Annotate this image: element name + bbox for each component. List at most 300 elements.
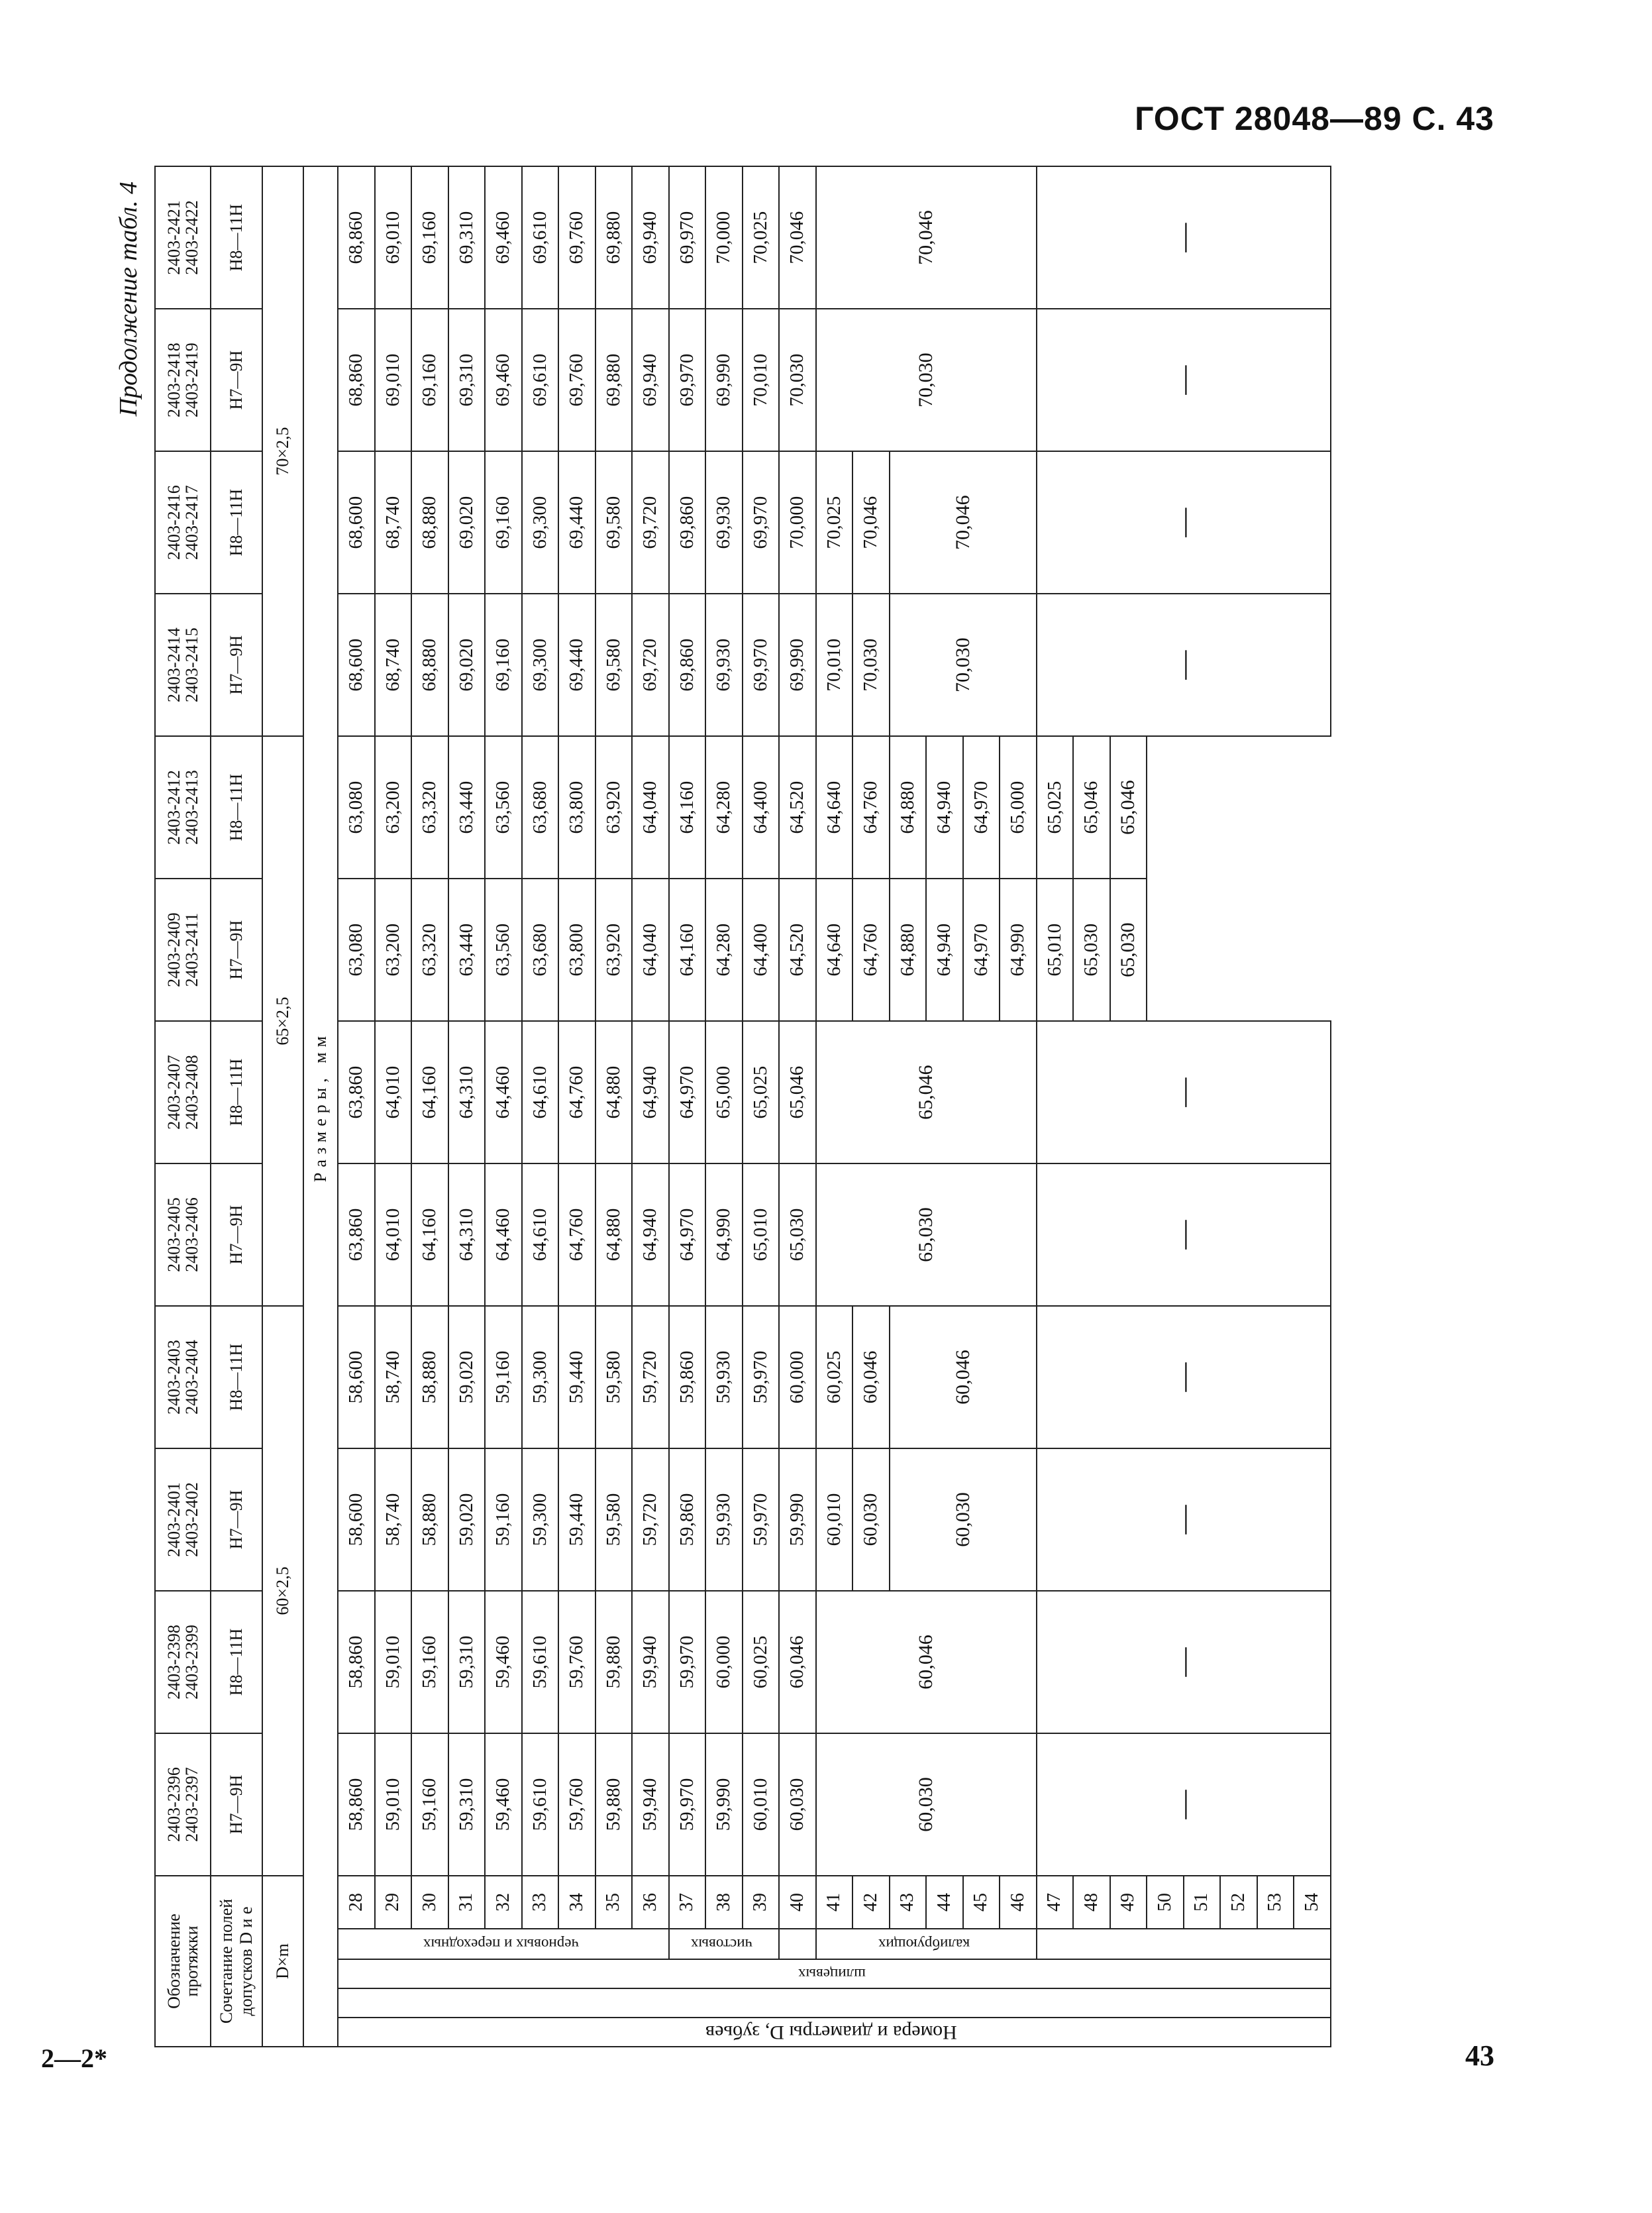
value-cell: 59,970 bbox=[743, 1448, 780, 1591]
value-cell: 63,560 bbox=[485, 879, 522, 1021]
value-cell: 69,580 bbox=[595, 594, 633, 736]
value-cell: 69,970 bbox=[743, 451, 780, 594]
value-cell: 60,025 bbox=[743, 1591, 780, 1733]
value-cell: 64,310 bbox=[448, 1021, 486, 1163]
tooth-number: 36 bbox=[632, 1876, 669, 1929]
value-cell: 69,970 bbox=[669, 309, 706, 451]
value-cell: 64,970 bbox=[669, 1021, 706, 1163]
value-cell: 64,280 bbox=[705, 879, 743, 1021]
value-cell: 69,300 bbox=[522, 594, 559, 736]
value-cell: 69,310 bbox=[448, 309, 486, 451]
tooth-number: 51 bbox=[1184, 1876, 1221, 1929]
value-cell: 65,046 bbox=[779, 1021, 816, 1163]
tooth-number: 54 bbox=[1294, 1876, 1331, 1929]
value-cell: 64,040 bbox=[632, 879, 669, 1021]
value-cell: 60,030 bbox=[779, 1733, 816, 1876]
tooth-number: 44 bbox=[926, 1876, 963, 1929]
tooth-number: 40 bbox=[779, 1876, 816, 1929]
table-row bbox=[411, 166, 448, 2047]
empty-dash-cell: — bbox=[1037, 1591, 1331, 1733]
table-row bbox=[743, 166, 780, 2047]
designation-cell bbox=[155, 309, 211, 451]
value-cell: 59,020 bbox=[448, 1306, 486, 1448]
value-cell: 59,010 bbox=[375, 1733, 412, 1876]
calibrating-value-cell: 60,046 bbox=[890, 1306, 1037, 1448]
value-cell: 58,860 bbox=[338, 1591, 375, 1733]
units-label: Размеры, мм bbox=[303, 166, 338, 2047]
value-cell: 70,025 bbox=[743, 166, 780, 309]
value-cell: 63,440 bbox=[448, 736, 486, 879]
value-cell: 63,320 bbox=[411, 879, 448, 1021]
tooth-number: 32 bbox=[485, 1876, 522, 1929]
blank-cell bbox=[338, 1988, 1331, 2018]
calibrating-value-cell: 70,030 bbox=[816, 309, 1037, 451]
value-cell: 59,970 bbox=[669, 1733, 706, 1876]
value-cell: 65,010 bbox=[743, 1163, 780, 1306]
table-row bbox=[338, 166, 375, 2047]
value-cell: 64,940 bbox=[926, 736, 963, 879]
value-cell: 69,720 bbox=[632, 451, 669, 594]
value-cell: 70,000 bbox=[779, 451, 816, 594]
tooth-number: 45 bbox=[963, 1876, 1000, 1929]
designation-code: 2403-2419 bbox=[182, 343, 201, 417]
designation-code: 2403-2417 bbox=[182, 485, 201, 560]
tolerance-cell: H8—11H bbox=[211, 1021, 262, 1163]
value-cell: 60,010 bbox=[743, 1733, 780, 1876]
value-cell: 69,990 bbox=[705, 309, 743, 451]
designation-code: 2403-2397 bbox=[182, 1767, 201, 1842]
value-cell: 63,800 bbox=[558, 736, 595, 879]
tolerance-cell: H7—9H bbox=[211, 1448, 262, 1591]
value-cell: 70,030 bbox=[852, 594, 890, 736]
value-cell: 69,940 bbox=[632, 309, 669, 451]
value-cell: 63,680 bbox=[522, 736, 559, 879]
empty-dash-cell: — bbox=[1037, 166, 1331, 309]
value-cell: 59,010 bbox=[375, 1591, 412, 1733]
value-cell: 68,600 bbox=[338, 594, 375, 736]
tooth-number: 46 bbox=[1000, 1876, 1037, 1929]
tooth-number: 53 bbox=[1257, 1876, 1294, 1929]
value-cell: 69,160 bbox=[411, 166, 448, 309]
value-cell: 64,160 bbox=[411, 1021, 448, 1163]
designation-cell bbox=[155, 736, 211, 879]
calibrating-value-cell: 65,046 bbox=[816, 1021, 1037, 1163]
value-cell: 59,940 bbox=[632, 1733, 669, 1876]
tooth-number: 28 bbox=[338, 1876, 375, 1929]
value-cell: 68,740 bbox=[375, 594, 412, 736]
designation-cell bbox=[155, 451, 211, 594]
value-cell: 64,460 bbox=[485, 1163, 522, 1306]
calibrating-value-cell: 60,030 bbox=[816, 1733, 1037, 1876]
designation-code: 2403-2398 bbox=[164, 1625, 183, 1700]
value-cell: 69,020 bbox=[448, 451, 486, 594]
value-cell: 69,010 bbox=[375, 309, 412, 451]
designation-code: 2403-2422 bbox=[182, 200, 201, 275]
value-cell: 65,046 bbox=[1073, 736, 1110, 879]
empty-dash-cell: — bbox=[1037, 594, 1331, 736]
value-cell: 59,610 bbox=[522, 1591, 559, 1733]
value-cell: 63,920 bbox=[595, 736, 633, 879]
value-cell: 58,600 bbox=[338, 1306, 375, 1448]
tooth-number: 41 bbox=[816, 1876, 853, 1929]
value-cell: 65,025 bbox=[1037, 736, 1074, 879]
value-cell: 58,740 bbox=[375, 1306, 412, 1448]
value-cell: 69,760 bbox=[558, 309, 595, 451]
value-cell: 69,010 bbox=[375, 166, 412, 309]
value-cell: 63,560 bbox=[485, 736, 522, 879]
value-cell: 64,010 bbox=[375, 1021, 412, 1163]
calibrating-value-cell: 65,030 bbox=[1110, 879, 1147, 1021]
calibrating-value-cell: 60,030 bbox=[890, 1448, 1037, 1591]
corner-mark: 2—2* bbox=[41, 2043, 107, 2073]
empty-dash-cell: — bbox=[1037, 451, 1331, 594]
size-cell: 60×2,5 bbox=[262, 1306, 303, 1876]
group-splined bbox=[338, 1959, 1331, 1988]
value-cell: 69,880 bbox=[595, 309, 633, 451]
value-cell: 60,046 bbox=[852, 1306, 890, 1448]
value-cell: 59,310 bbox=[448, 1733, 486, 1876]
page-header: ГОСТ 28048—89 С. 43 bbox=[1135, 100, 1494, 137]
value-cell: 59,880 bbox=[595, 1591, 633, 1733]
value-cell: 64,640 bbox=[816, 879, 853, 1021]
value-cell: 59,970 bbox=[669, 1591, 706, 1733]
value-cell: 60,030 bbox=[852, 1448, 890, 1591]
designation-code: 2403-2396 bbox=[164, 1767, 183, 1842]
value-cell: 59,610 bbox=[522, 1733, 559, 1876]
value-cell: 59,460 bbox=[485, 1733, 522, 1876]
value-cell: 69,880 bbox=[595, 166, 633, 309]
value-cell: 59,990 bbox=[705, 1733, 743, 1876]
value-cell: 68,740 bbox=[375, 451, 412, 594]
tooth-number: 35 bbox=[595, 1876, 633, 1929]
value-cell: 69,160 bbox=[411, 309, 448, 451]
value-cell: 70,030 bbox=[779, 309, 816, 451]
calibrating-value-cell: 60,046 bbox=[816, 1591, 1037, 1733]
value-cell: 58,740 bbox=[375, 1448, 412, 1591]
table-row bbox=[375, 166, 412, 2047]
designation-cell bbox=[155, 166, 211, 309]
designation-cell bbox=[155, 594, 211, 736]
value-cell: 64,880 bbox=[890, 736, 927, 879]
value-cell: 64,760 bbox=[558, 1021, 595, 1163]
table-row bbox=[558, 166, 595, 2047]
side-header-text: Номера и диаметры D, зубьев bbox=[705, 2022, 958, 2043]
value-cell: 69,160 bbox=[485, 451, 522, 594]
value-cell: 59,940 bbox=[632, 1591, 669, 1733]
tooth-number: 43 bbox=[890, 1876, 927, 1929]
value-cell: 64,880 bbox=[890, 879, 927, 1021]
designation-cell bbox=[155, 1163, 211, 1306]
tolerance-cell: H7—9H bbox=[211, 309, 262, 451]
value-cell: 69,310 bbox=[448, 166, 486, 309]
value-cell: 69,760 bbox=[558, 166, 595, 309]
value-cell: 65,000 bbox=[1000, 736, 1037, 879]
designation-code: 2403-2411 bbox=[182, 912, 201, 987]
value-cell: 64,970 bbox=[963, 879, 1000, 1021]
value-cell: 65,010 bbox=[1037, 879, 1074, 1021]
value-cell: 70,010 bbox=[743, 309, 780, 451]
value-cell: 59,440 bbox=[558, 1448, 595, 1591]
value-cell: 64,010 bbox=[375, 1163, 412, 1306]
value-cell: 59,990 bbox=[779, 1448, 816, 1591]
designation-code: 2403-2399 bbox=[182, 1625, 201, 1700]
value-cell: 64,520 bbox=[779, 736, 816, 879]
value-cell: 60,010 bbox=[816, 1448, 853, 1591]
value-cell: 59,930 bbox=[705, 1306, 743, 1448]
value-cell: 60,046 bbox=[779, 1591, 816, 1733]
value-cell: 63,080 bbox=[338, 736, 375, 879]
designation-code: 2403-2405 bbox=[164, 1197, 183, 1272]
value-cell: 64,400 bbox=[743, 736, 780, 879]
value-cell: 59,760 bbox=[558, 1591, 595, 1733]
value-cell: 65,000 bbox=[705, 1021, 743, 1163]
designation-code: 2403-2407 bbox=[164, 1055, 183, 1130]
value-cell: 64,460 bbox=[485, 1021, 522, 1163]
designation-code: 2403-2412 bbox=[164, 770, 183, 845]
value-cell: 69,440 bbox=[558, 451, 595, 594]
tooth-number: 29 bbox=[375, 1876, 412, 1929]
table-row bbox=[632, 166, 669, 2047]
rotated-table-block bbox=[103, 166, 1467, 2047]
tolerance-cell: H7—9H bbox=[211, 1163, 262, 1306]
tolerance-cell: H7—9H bbox=[211, 1733, 262, 1876]
side-header bbox=[338, 2018, 1331, 2047]
value-cell: 63,320 bbox=[411, 736, 448, 879]
value-cell: 64,610 bbox=[522, 1021, 559, 1163]
designation-code: 2403-2402 bbox=[182, 1482, 201, 1557]
tooth-number: 39 bbox=[743, 1876, 780, 1929]
tooth-group-cell bbox=[1037, 1929, 1331, 1959]
value-cell: 69,460 bbox=[485, 166, 522, 309]
empty-dash-cell: — bbox=[1037, 309, 1331, 451]
tooth-group-cell bbox=[338, 1929, 669, 1959]
designation-cell bbox=[155, 1448, 211, 1591]
value-cell: 64,040 bbox=[632, 736, 669, 879]
value-cell: 70,010 bbox=[816, 594, 853, 736]
designation-cell bbox=[155, 1733, 211, 1876]
value-cell: 70,046 bbox=[852, 451, 890, 594]
table-row bbox=[595, 166, 633, 2047]
value-cell: 63,080 bbox=[338, 879, 375, 1021]
value-cell: 70,025 bbox=[816, 451, 853, 594]
tolerance-header: Сочетание полей допусков D и e bbox=[211, 1876, 262, 2047]
table-row bbox=[779, 166, 816, 2047]
empty-dash-cell: — bbox=[1037, 1163, 1331, 1306]
value-cell: 59,760 bbox=[558, 1733, 595, 1876]
value-cell: 64,520 bbox=[779, 879, 816, 1021]
value-cell: 59,440 bbox=[558, 1306, 595, 1448]
table-row bbox=[485, 166, 522, 2047]
value-cell: 69,610 bbox=[522, 309, 559, 451]
designation-header: Обозначение протяжки bbox=[155, 1876, 211, 2047]
tolerance-cell: H8—11H bbox=[211, 1306, 262, 1448]
table-row bbox=[448, 166, 486, 2047]
value-cell: 63,860 bbox=[338, 1021, 375, 1163]
size-cell: 70×2,5 bbox=[262, 166, 303, 736]
value-cell: 60,000 bbox=[779, 1306, 816, 1448]
tooth-number: 50 bbox=[1147, 1876, 1184, 1929]
value-cell: 58,860 bbox=[338, 1733, 375, 1876]
value-cell: 69,990 bbox=[779, 594, 816, 736]
tolerance-cell: H7—9H bbox=[211, 879, 262, 1021]
calibrating-value-cell: 65,030 bbox=[816, 1163, 1037, 1306]
calibrating-value-cell: 70,046 bbox=[816, 166, 1037, 309]
tooth-group-label: черновых и переходных bbox=[423, 1936, 580, 1953]
tooth-number: 52 bbox=[1220, 1876, 1257, 1929]
value-cell: 64,990 bbox=[1000, 879, 1037, 1021]
value-cell: 64,940 bbox=[926, 879, 963, 1021]
value-cell: 59,970 bbox=[743, 1306, 780, 1448]
tooth-group-label: чистовых bbox=[691, 1936, 753, 1953]
value-cell: 64,940 bbox=[632, 1163, 669, 1306]
value-cell: 59,930 bbox=[705, 1448, 743, 1591]
table-row bbox=[1037, 166, 1074, 2047]
value-cell: 69,580 bbox=[595, 451, 633, 594]
value-cell: 64,160 bbox=[669, 879, 706, 1021]
value-cell: 63,680 bbox=[522, 879, 559, 1021]
value-cell: 69,720 bbox=[632, 594, 669, 736]
value-cell: 69,460 bbox=[485, 309, 522, 451]
value-cell: 65,030 bbox=[1073, 879, 1110, 1021]
value-cell: 68,860 bbox=[338, 309, 375, 451]
value-cell: 69,160 bbox=[485, 594, 522, 736]
table-row bbox=[522, 166, 559, 2047]
group-splined-text: шлицевых bbox=[798, 1966, 866, 1982]
broach-dimensions-table bbox=[154, 166, 1331, 2047]
value-cell: 64,880 bbox=[595, 1021, 633, 1163]
value-cell: 59,160 bbox=[485, 1306, 522, 1448]
table-row bbox=[816, 166, 853, 2047]
value-cell: 59,880 bbox=[595, 1733, 633, 1876]
calibrating-value-cell: 70,046 bbox=[890, 451, 1037, 594]
value-cell: 69,020 bbox=[448, 594, 486, 736]
tooth-number: 47 bbox=[1037, 1876, 1074, 1929]
value-cell: 64,280 bbox=[705, 736, 743, 879]
tooth-number: 37 bbox=[669, 1876, 706, 1929]
value-cell: 68,880 bbox=[411, 594, 448, 736]
value-cell: 59,300 bbox=[522, 1306, 559, 1448]
value-cell: 59,160 bbox=[411, 1591, 448, 1733]
empty-dash-cell: — bbox=[1037, 1021, 1331, 1163]
value-cell: 64,610 bbox=[522, 1163, 559, 1306]
tooth-group-cell bbox=[816, 1929, 1037, 1959]
empty-dash-cell: — bbox=[1037, 1448, 1331, 1591]
value-cell: 69,610 bbox=[522, 166, 559, 309]
value-cell: 59,160 bbox=[411, 1733, 448, 1876]
value-cell: 59,720 bbox=[632, 1306, 669, 1448]
empty-dash-cell: — bbox=[1037, 1733, 1331, 1876]
value-cell: 63,920 bbox=[595, 879, 633, 1021]
empty-dash-cell: — bbox=[1037, 1306, 1331, 1448]
value-cell: 65,025 bbox=[743, 1021, 780, 1163]
value-cell: 64,760 bbox=[558, 1163, 595, 1306]
designation-code: 2403-2409 bbox=[164, 912, 183, 987]
designation-code: 2403-2408 bbox=[182, 1055, 201, 1130]
value-cell: 63,860 bbox=[338, 1163, 375, 1306]
tolerance-cell: H8—11H bbox=[211, 1591, 262, 1733]
tooth-number: 48 bbox=[1073, 1876, 1110, 1929]
designation-code: 2403-2401 bbox=[164, 1482, 183, 1557]
designation-code: 2403-2403 bbox=[164, 1340, 183, 1415]
tooth-number: 33 bbox=[522, 1876, 559, 1929]
value-cell: 58,880 bbox=[411, 1306, 448, 1448]
tooth-group-label: калибрующих bbox=[878, 1936, 970, 1953]
table-row bbox=[705, 166, 743, 2047]
table-continuation-label: Продолжение табл. 4 bbox=[115, 182, 142, 417]
value-cell: 59,300 bbox=[522, 1448, 559, 1591]
value-cell: 63,440 bbox=[448, 879, 486, 1021]
value-cell: 70,046 bbox=[779, 166, 816, 309]
value-cell: 64,400 bbox=[743, 879, 780, 1021]
value-cell: 64,760 bbox=[852, 879, 890, 1021]
value-cell: 59,580 bbox=[595, 1448, 633, 1591]
value-cell: 58,880 bbox=[411, 1448, 448, 1591]
value-cell: 59,310 bbox=[448, 1591, 486, 1733]
value-cell: 64,160 bbox=[411, 1163, 448, 1306]
value-cell: 64,160 bbox=[669, 736, 706, 879]
designation-code: 2403-2404 bbox=[182, 1340, 201, 1415]
designation-code: 2403-2406 bbox=[182, 1197, 201, 1272]
value-cell: 60,000 bbox=[705, 1591, 743, 1733]
value-cell: 59,160 bbox=[485, 1448, 522, 1591]
calibrating-value-cell: 70,030 bbox=[890, 594, 1037, 736]
value-cell: 68,600 bbox=[338, 451, 375, 594]
value-cell: 69,440 bbox=[558, 594, 595, 736]
designation-code: 2403-2421 bbox=[164, 200, 183, 275]
value-cell: 59,020 bbox=[448, 1448, 486, 1591]
value-cell: 70,000 bbox=[705, 166, 743, 309]
tooth-number: 38 bbox=[705, 1876, 743, 1929]
designation-cell bbox=[155, 1021, 211, 1163]
page-number: 43 bbox=[1465, 2039, 1494, 2072]
value-cell: 59,460 bbox=[485, 1591, 522, 1733]
tooth-number: 31 bbox=[448, 1876, 486, 1929]
value-cell: 69,940 bbox=[632, 166, 669, 309]
tolerance-cell: H8—11H bbox=[211, 451, 262, 594]
designation-cell bbox=[155, 879, 211, 1021]
size-cell: 65×2,5 bbox=[262, 736, 303, 1306]
value-cell: 63,800 bbox=[558, 879, 595, 1021]
tolerance-cell: H8—11H bbox=[211, 736, 262, 879]
value-cell: 69,930 bbox=[705, 451, 743, 594]
designation-cell bbox=[155, 1591, 211, 1733]
tooth-number: 49 bbox=[1110, 1876, 1147, 1929]
value-cell: 63,200 bbox=[375, 879, 412, 1021]
value-cell: 60,025 bbox=[816, 1306, 853, 1448]
tooth-group-cell bbox=[779, 1929, 816, 1959]
value-cell: 59,860 bbox=[669, 1306, 706, 1448]
value-cell: 69,970 bbox=[743, 594, 780, 736]
value-cell: 63,200 bbox=[375, 736, 412, 879]
value-cell: 69,930 bbox=[705, 594, 743, 736]
value-cell: 65,030 bbox=[779, 1163, 816, 1306]
tooth-group-cell bbox=[669, 1929, 780, 1959]
designation-code: 2403-2413 bbox=[182, 770, 201, 845]
tooth-number: 30 bbox=[411, 1876, 448, 1929]
tolerance-cell: H8—11H bbox=[211, 166, 262, 309]
value-cell: 64,640 bbox=[816, 736, 853, 879]
designation-code: 2403-2414 bbox=[164, 627, 183, 702]
value-cell: 64,990 bbox=[705, 1163, 743, 1306]
value-cell: 69,300 bbox=[522, 451, 559, 594]
calibrating-value-cell: 65,046 bbox=[1110, 736, 1147, 879]
value-cell: 64,970 bbox=[669, 1163, 706, 1306]
value-cell: 58,600 bbox=[338, 1448, 375, 1591]
designation-code: 2403-2418 bbox=[164, 343, 183, 417]
dm-header: D×m bbox=[262, 1876, 303, 2047]
value-cell: 64,940 bbox=[632, 1021, 669, 1163]
value-cell: 64,760 bbox=[852, 736, 890, 879]
